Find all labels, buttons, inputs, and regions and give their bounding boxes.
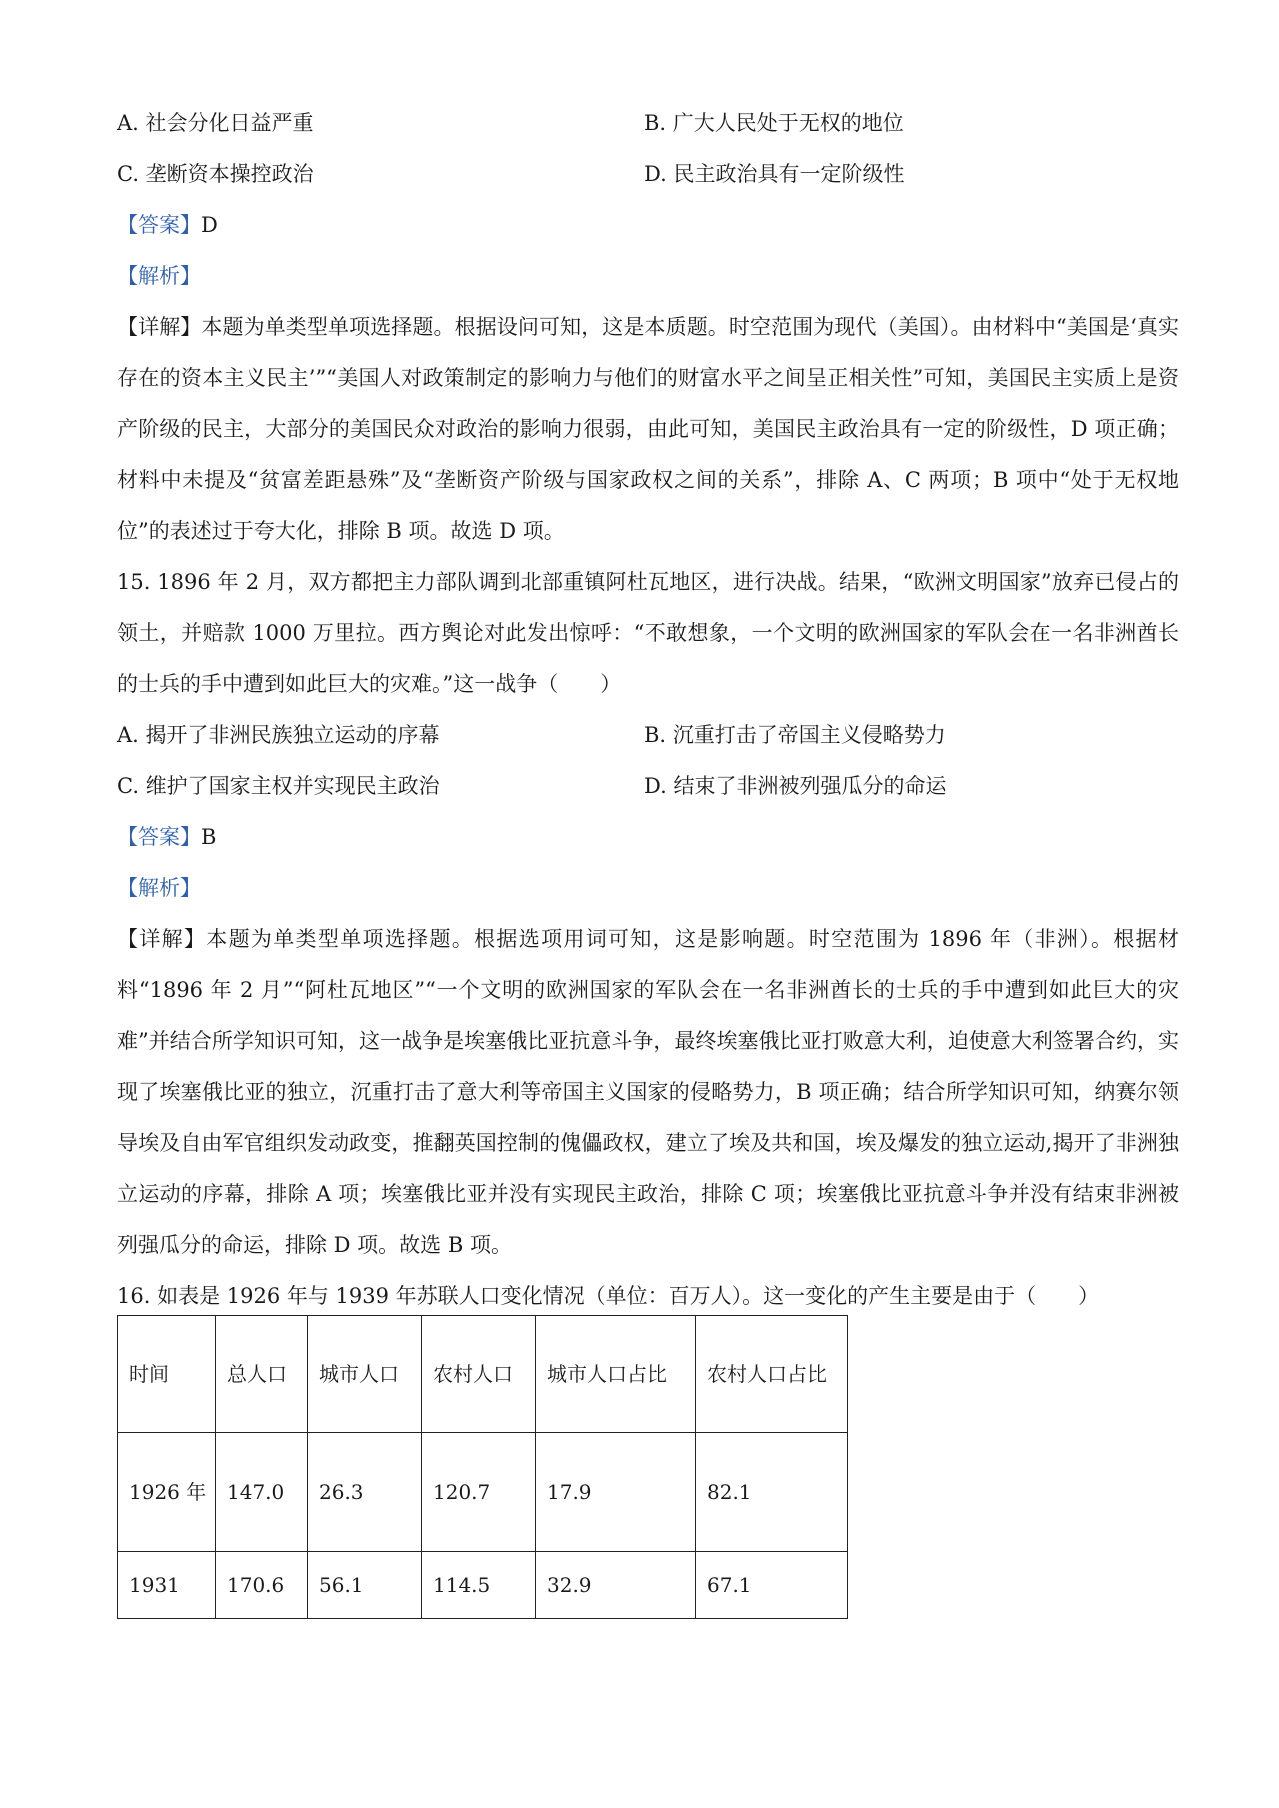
table-row [118,1552,848,1619]
q14-answer-tag: 【答案】 [117,213,201,237]
table-cell: 56.1 [308,1552,422,1619]
q15-detail-text: 本题为单类型单项选择题。根据选项用词可知，这是影响题。时空范围为 1896 年（非洲）。根据材料“1896 年 2 月”“阿杜瓦地区”“一个文明的欧洲国家的军队会在一名非洲酋长的士兵的手中遭到如此巨大的灾难”并结合所学知识可知，这一战争是埃塞俄比亚抗意斗争，最终埃塞俄比亚打败意大利，迫使意大利签署合约，实现了埃塞俄比亚的独立，沉重打击了意大利等帝国主义国家的侵略势力，B 项正确；结合所学知识可知，纳赛尔领导埃及自由军官组织发动政变，推翻英国控制的傀儡政权，建立了埃及共和国，埃及爆发的独立运动,揭开了非洲独立运动的序幕，排除 A 项；埃塞俄比亚并没有实现民主政治，排除 C 项；埃塞俄比亚抗意斗争并没有结束非洲被列强瓜分的命运，排除 D 项。故选 B 项。 [117,927,1179,1257]
q14-option-b: B. 广大人民处于无权的地位 [644,111,904,135]
q14-analysis-tag: 【解析】 [117,264,201,288]
q14-options-row-1 [117,98,1179,149]
q14-analysis [117,251,1179,302]
q14-option-c: C. 垄断资本操控政治 [117,162,314,186]
table-cell: 147.0 [216,1433,308,1552]
q15-option-a: A. 揭开了非洲民族独立运动的序幕 [117,723,440,747]
q15-options-row-2 [117,761,1179,812]
population-table [117,1315,848,1619]
table-cell: 82.1 [696,1433,848,1552]
q15-option-c: C. 维护了国家主权并实现民主政治 [117,774,440,798]
q14-option-d: D. 民主政治具有一定阶级性 [644,162,905,186]
q15-detail-tag: 【详解】 [117,927,207,951]
q15-stem: 15. 1896 年 2 月，双方都把主力部队调到北部重镇阿杜瓦地区，进行决战。结果，“欧洲文明国家”放弃已侵占的领土，并赔款 1000 万里拉。西方舆论对此发出惊呼：“不敢想象，一个文明的欧洲国家的军队会在一名非洲酋长的士兵的手中遭到如此巨大的灾难。”这一战争（ ） [117,570,1179,696]
q15-options-row-1 [117,710,1179,761]
table-cell: 1931 [118,1552,216,1619]
table-header-row [118,1316,848,1433]
q15-detail [117,914,1179,1271]
q15-option-d: D. 结束了非洲被列强瓜分的命运 [644,774,947,798]
table-header-cell: 时间 [118,1316,216,1433]
q15-analysis-tag: 【解析】 [117,876,201,900]
table-cell: 170.6 [216,1552,308,1619]
q14-option-a: A. 社会分化日益严重 [117,111,314,135]
table-cell: 32.9 [536,1552,696,1619]
table-header-cell: 城市人口占比 [536,1316,696,1433]
q14-options-row-2 [117,149,1179,200]
table-row [118,1433,848,1552]
table-cell: 26.3 [308,1433,422,1552]
table-header-cell: 农村人口占比 [696,1316,848,1433]
table-cell: 1926 年 [118,1433,216,1552]
q14-detail-text: 本题为单类型单项选择题。根据设问可知，这是本质题。时空范围为现代（美国）。由材料中“美国是‘真实存在的资本主义民主’”“美国人对政策制定的影响力与他们的财富水平之间呈正相关性”可知，美国民主实质上是资产阶级的民主，大部分的美国民众对政治的影响力很弱，由此可知，美国民主政治具有一定的阶级性，D 项正确；材料中未提及“贫富差距悬殊”及“垄断资产阶级与国家政权之间的关系”，排除 A、C 两项；B 项中“处于无权地位”的表述过于夸大化，排除 B 项。故选 D 项。 [117,315,1179,543]
document-page [117,98,1179,1322]
table-cell: 67.1 [696,1552,848,1619]
q14-answer-value: D [201,213,218,237]
q14-detail [117,302,1179,557]
q15-analysis [117,863,1179,914]
table-cell: 120.7 [422,1433,536,1552]
q15-answer [117,812,1179,863]
q15-answer-value: B [201,825,217,849]
table-cell: 17.9 [536,1433,696,1552]
table-cell: 114.5 [422,1552,536,1619]
q15-option-b: B. 沉重打击了帝国主义侵略势力 [644,723,946,747]
q16-stem: 16. 如表是 1926 年与 1939 年苏联人口变化情况（单位：百万人）。这一变化的产生主要是由于（ ） [117,1284,1100,1308]
q14-answer [117,200,1179,251]
q15-answer-tag: 【答案】 [117,825,201,849]
q14-detail-tag: 【详解】 [117,315,202,339]
table-header-cell: 农村人口 [422,1316,536,1433]
table-header-cell: 城市人口 [308,1316,422,1433]
table-header-cell: 总人口 [216,1316,308,1433]
